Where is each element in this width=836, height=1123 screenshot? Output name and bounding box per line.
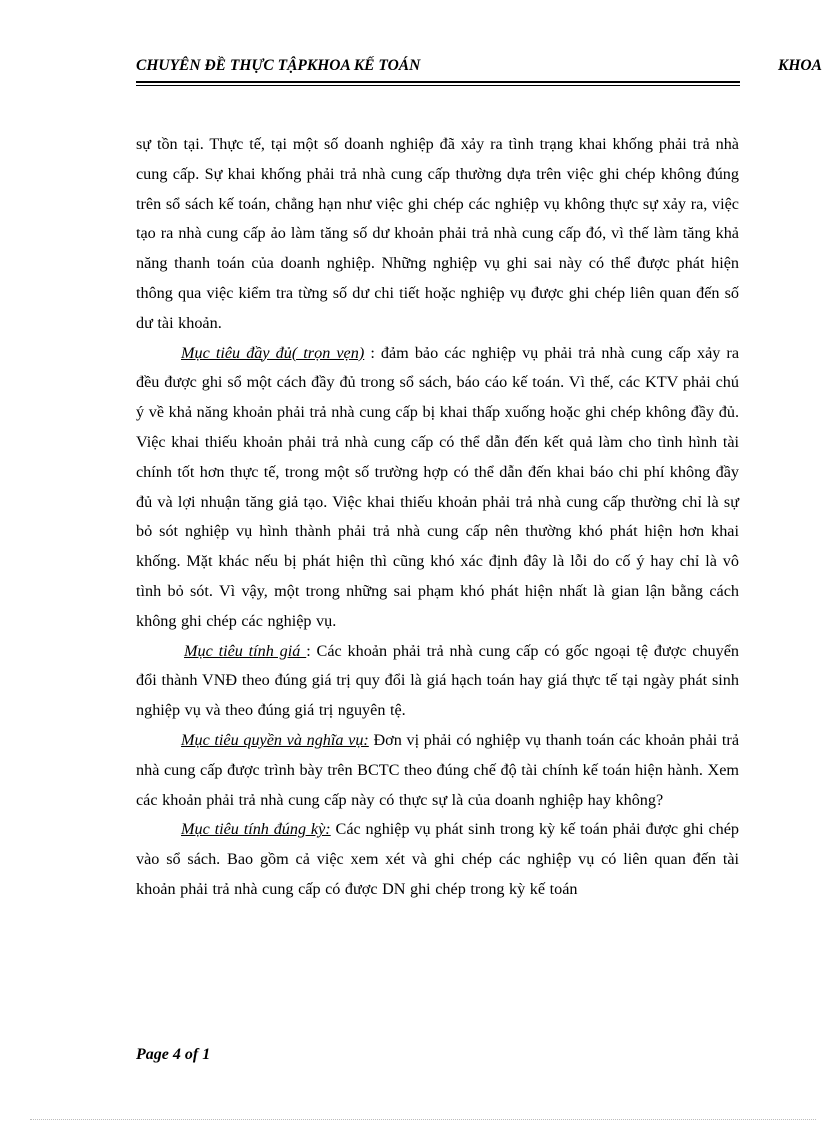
valuation-text: : Các khoản phải trả nhà cung cấp có gốc ngoại tệ được chuyển đổi thành VNĐ theo đúng giá trị quy đổi là giá hạch toán hay giá thực tế tại ngày phát sinh nghiệp vụ và theo đúng giá trị nguyên tệ. — [136, 641, 740, 720]
completeness-heading: Mục tiêu đầy đủ( trọn vẹn) — [181, 343, 365, 362]
paragraph-existence: sự tồn tại. Thực tế, tại một số doanh nghiệp đã xảy ra tình trạng khai khống phải trả nhà cung cấp. Sự khai khống phải trả nhà cung cấp thường dựa trên việc ghi chép không đúng trên sổ sách kế toán, chẳng hạn như việc ghi chép các nghiệp vụ không thực sự xảy ra, việc tạo ra nhà cung cấp ảo làm tăng số dư khoản phải trả nhà cung cấp đó, vì thế làm tăng khả năng thanh toán của doanh nghiệp. Những nghiệp vụ ghi sai này có thể được phát hiện thông qua việc kiểm tra từng số dư chi tiết hoặc nghiệp vụ được ghi chép liên quan đến số dư tài khoản. — [136, 135, 739, 332]
page-header — [136, 57, 836, 79]
document-body — [136, 130, 739, 905]
completeness-text: : đảm bảo các nghiệp vụ phải trả nhà cung cấp xảy ra đều được ghi sổ một cách đầy đủ trong sổ sách, báo cáo kế toán. Vì thế, các KTV phải chú ý về khả năng khoản phải trả nhà cung cấp bị khai thấp xuống hoặc ghi chép không đầy đủ. Việc khai thiếu khoản phải trả nhà cung cấp có thể dẫn đến kết quả làm cho tình hình tài chính tốt hơn thực tế, trong một số trường hợp có thể dẫn đến khai báo chi phí không đầy đủ và lợi nhuận tăng giả tạo. Việc khai thiếu khoản phải trả nhà cung cấp thường chỉ là sự bỏ sót nghiệp vụ hình thành phải trả nhà cung cấp nên thường khó phát hiện hơn khai khống. Mặt khác nếu bị phát hiện thì cũng khó xác định đây là lỗi do cố ý hay chỉ là vô tình bỏ sót. Vì vậy, một trong những sai phạm khó phát hiện nhất là gian lận bằng cách không ghi chép các nghiệp vụ. — [136, 343, 740, 630]
rights-obligations-heading: Mục tiêu quyền và nghĩa vụ: — [181, 730, 369, 749]
cutoff-heading: Mục tiêu tính đúng kỳ: — [181, 820, 331, 839]
header-rule-thin — [136, 85, 740, 86]
header-right-fragment: KHOA — [778, 57, 822, 74]
header-title: CHUYÊN ĐỀ THỰC TẬPKHOA KẾ TOÁN — [136, 57, 421, 74]
cutoff-text: Các nghiệp vụ phát sinh trong kỳ kế toán phải được ghi chép vào sổ sách. Bao gồm cả việc xem xét và ghi chép các nghiệp vụ có liên quan đến tài khoản phải trả nhà cung cấp có được DN ghi chép trong kỳ kế toán — [136, 820, 739, 898]
rights-obligations-text: Đơn vị phải có nghiệp vụ thanh toán các khoản phải trả nhà cung cấp được trình bày trên BCTC theo đúng chế độ tài chính kế toán hiện hành. Xem các khoản phải trả nhà cung cấp này có thực sự là của doanh nghiệp hay không? — [136, 730, 739, 809]
page-bottom-border — [30, 1119, 816, 1120]
paragraph-cutoff — [136, 815, 739, 904]
paragraph-valuation — [136, 637, 739, 726]
paragraph-completeness — [136, 339, 739, 637]
valuation-heading: Mục tiêu tính giá — [184, 641, 307, 660]
header-rule-thick — [136, 81, 740, 83]
paragraph-rights-obligations — [136, 726, 739, 815]
page-number: Page 4 of 1 — [136, 1046, 211, 1063]
